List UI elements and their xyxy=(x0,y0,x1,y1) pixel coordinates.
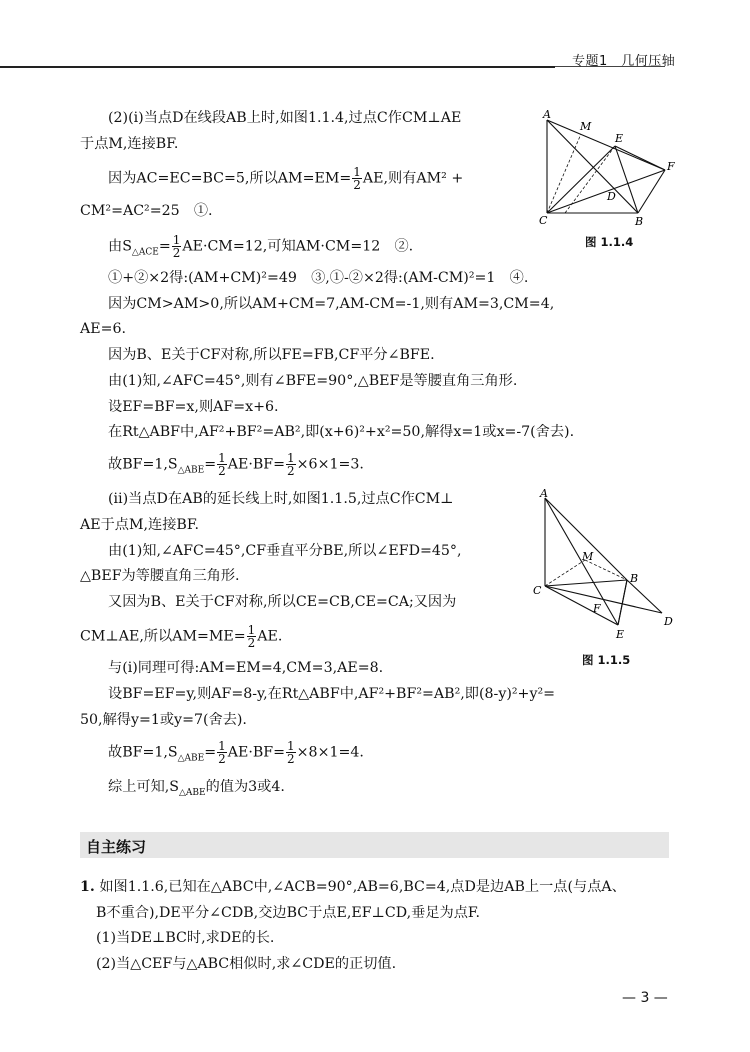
figure-caption: 图 1.1.5 xyxy=(582,653,631,667)
fraction: $\frac{1}{2}$ xyxy=(218,451,226,478)
svg-text:D: D xyxy=(607,190,616,203)
text-line: CM²=AC²=25 ①. xyxy=(80,203,213,219)
svg-text:F: F xyxy=(667,160,675,173)
text-line: 由(1)知,∠AFC=45°,CF垂直平分BE,所以∠EFD=45°, xyxy=(108,543,462,559)
figure-caption: 图 1.1.4 xyxy=(585,235,634,249)
text-line: (2)(ⅰ)当点D在线段AB上时,如图1.1.4,过点C作CM⊥AE xyxy=(108,110,462,126)
text-line: 又因为B、E关于CF对称,所以CE=CB,CE=CA;又因为 xyxy=(108,594,457,610)
text-line: 与(ⅰ)同理可得:AM=EM=4,CM=3,AE=8. xyxy=(108,660,384,676)
svg-text:M: M xyxy=(580,120,592,133)
text-line: 因为B、E关于CF对称,所以FE=FB,CF平分∠BFE. xyxy=(108,347,435,363)
svg-text:M: M xyxy=(582,550,594,563)
text-line: 因为CM>AM>0,所以AM+CM=7,AM-CM=-1,则有AM=3,CM=4, xyxy=(108,296,555,312)
exercise-line: 1. 如图1.1.6,已知在△ABC中,∠ACB=90°,AB=6,BC=4,点D是边AB上一点(与点A、 xyxy=(80,879,626,895)
text-line: 故$BF=1,S_{\triangle ABE}=$ $\frac{1}{2}$ AE·BF= $\frac{1}{2}$ ×8×1=4. xyxy=(108,739,364,766)
svg-text:A: A xyxy=(540,488,548,500)
text-line: ①+②×2得:(AM+CM)²=49 ③,①-②×2得:(AM-CM)²=1 ④. xyxy=(108,270,529,286)
fraction: $\frac{1}{2}$ xyxy=(172,233,181,260)
text-line: 50,解得y=1或y=7(舍去). xyxy=(80,712,247,728)
figure-1-1-5 xyxy=(530,488,680,643)
figure-1-1-4 xyxy=(535,108,675,228)
text-line: 故$BF=1,S_{\triangle ABE}=$ $\frac{1}{2}$ AE·BF= $\frac{1}{2}$ ×6×1=3. xyxy=(108,451,364,478)
fraction: $\frac{1}{2}$ xyxy=(247,623,256,650)
header-rule xyxy=(0,66,555,68)
text-line: 设EF=BF=x,则AF=x+6. xyxy=(108,399,279,415)
svg-text:C: C xyxy=(539,214,548,227)
text-line: 由$S_{\triangle ACE}=$ $\frac{1}{2}$ AE·CM=12,可知AM·CM=12 ②. xyxy=(108,233,414,260)
fraction: $\frac{1}{2}$ xyxy=(218,739,226,766)
svg-text:D: D xyxy=(664,615,673,628)
page-number: — 3 — xyxy=(622,990,668,1006)
svg-text:B: B xyxy=(635,215,644,228)
text-line: CM⊥AE,所以AM=ME= $\frac{1}{2}$ AE. xyxy=(80,623,283,650)
svg-text:C: C xyxy=(533,584,542,597)
svg-text:F: F xyxy=(593,602,601,615)
text-line: AE于点M,连接BF. xyxy=(80,517,199,533)
section-header xyxy=(80,832,669,858)
text-line: △BEF为等腰直角三角形. xyxy=(80,568,240,584)
text-line: (ⅱ)当点D在AB的延长线上时,如图1.1.5,过点C作CM⊥ xyxy=(108,491,454,507)
text-line: 因为AC=EC=BC=5,所以AM=EM= $\frac{1}{2}$ AE,则有AM² + xyxy=(108,165,464,192)
svg-text:E: E xyxy=(615,132,624,145)
svg-text:B: B xyxy=(630,572,639,585)
exercise-number: 1. xyxy=(80,879,95,895)
running-header: 专题1 几何压轴 xyxy=(572,54,676,69)
section-title: 自主练习 xyxy=(86,838,147,856)
svg-text:A: A xyxy=(543,108,551,121)
fraction: $\frac{1}{2}$ xyxy=(287,739,295,766)
text-line: 于点M,连接BF. xyxy=(80,136,179,152)
exercise-line: (1)当DE⊥BC时,求DE的长. xyxy=(96,930,275,946)
svg-text:E: E xyxy=(616,628,625,641)
exercise-line: B不重合),DE平分∠CDB,交边BC于点E,EF⊥CD,垂足为点F. xyxy=(96,905,481,921)
text-line: AE=6. xyxy=(80,321,127,337)
text-line: 设BF=EF=y,则AF=8-y,在Rt△ABF中,AF²+BF²=AB²,即(8-y)²+y²= xyxy=(108,686,556,702)
exercise-line: (2)当△CEF与△ABC相似时,求∠CDE的正切值. xyxy=(96,956,397,972)
text-line: 综上可知$,S_{\triangle ABE}$的值为3或4. xyxy=(108,779,285,798)
text-line: 由(1)知,∠AFC=45°,则有∠BFE=90°,△BEF是等腰直角三角形. xyxy=(108,373,518,389)
fraction: $\frac{1}{2}$ xyxy=(353,165,361,192)
fraction: $\frac{1}{2}$ xyxy=(287,451,295,478)
text-line: 在Rt△ABF中,AF²+BF²=AB²,即(x+6)²+x²=50,解得x=1或x=-7(舍去). xyxy=(108,424,575,440)
